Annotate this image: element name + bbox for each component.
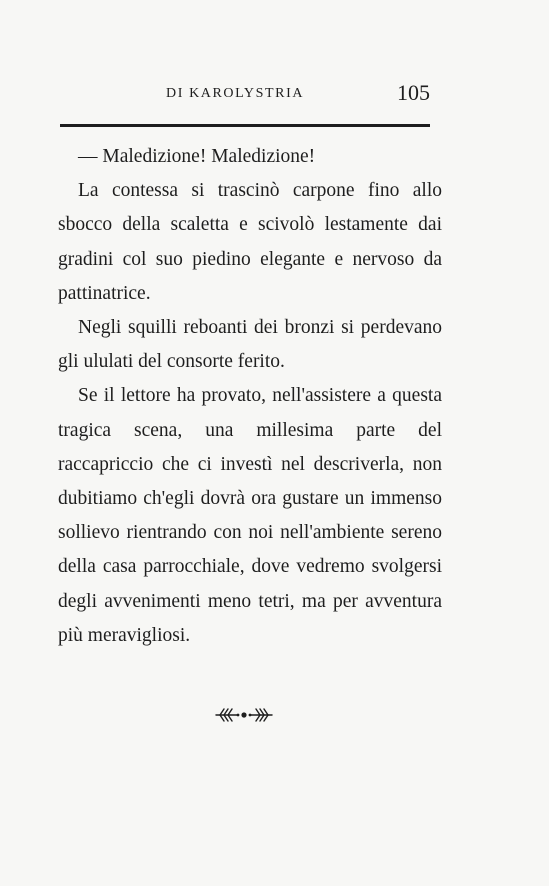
page-header [60,80,432,110]
paragraph-1: — Maledizione! Maledizione! [78,146,316,167]
running-title: DI KAROLYSTRIA [166,86,305,101]
header-rule [60,124,430,127]
paragraph-3: Negli squilli reboanti dei bronzi si perdevano gli ululati del consorte ferito. [58,317,442,373]
paragraph-4: Se il lettore ha provato, nell'assistere a questa tragica scena, una millesima parte del raccapriccio che ci investì nel descriverla, non dubitiamo ch'egli dovrà ora gustare un immenso sollievo rientrando con noi nell'ambiente sereno della casa parrocchiale, dove vedremo svolgersi degli avvenimenti meno tetri, ma per avventura più meravigliosi. [58,385,442,646]
body-text [58,140,442,653]
fleuron-icon [214,704,274,726]
paragraph-2: La contessa si trascinò carpone fino allo sbocco della scaletta e scivolò lestamente dai gradini col suo piedino elegante e nervoso da pattinatrice. [58,180,442,304]
page-number: 105 [397,80,430,105]
